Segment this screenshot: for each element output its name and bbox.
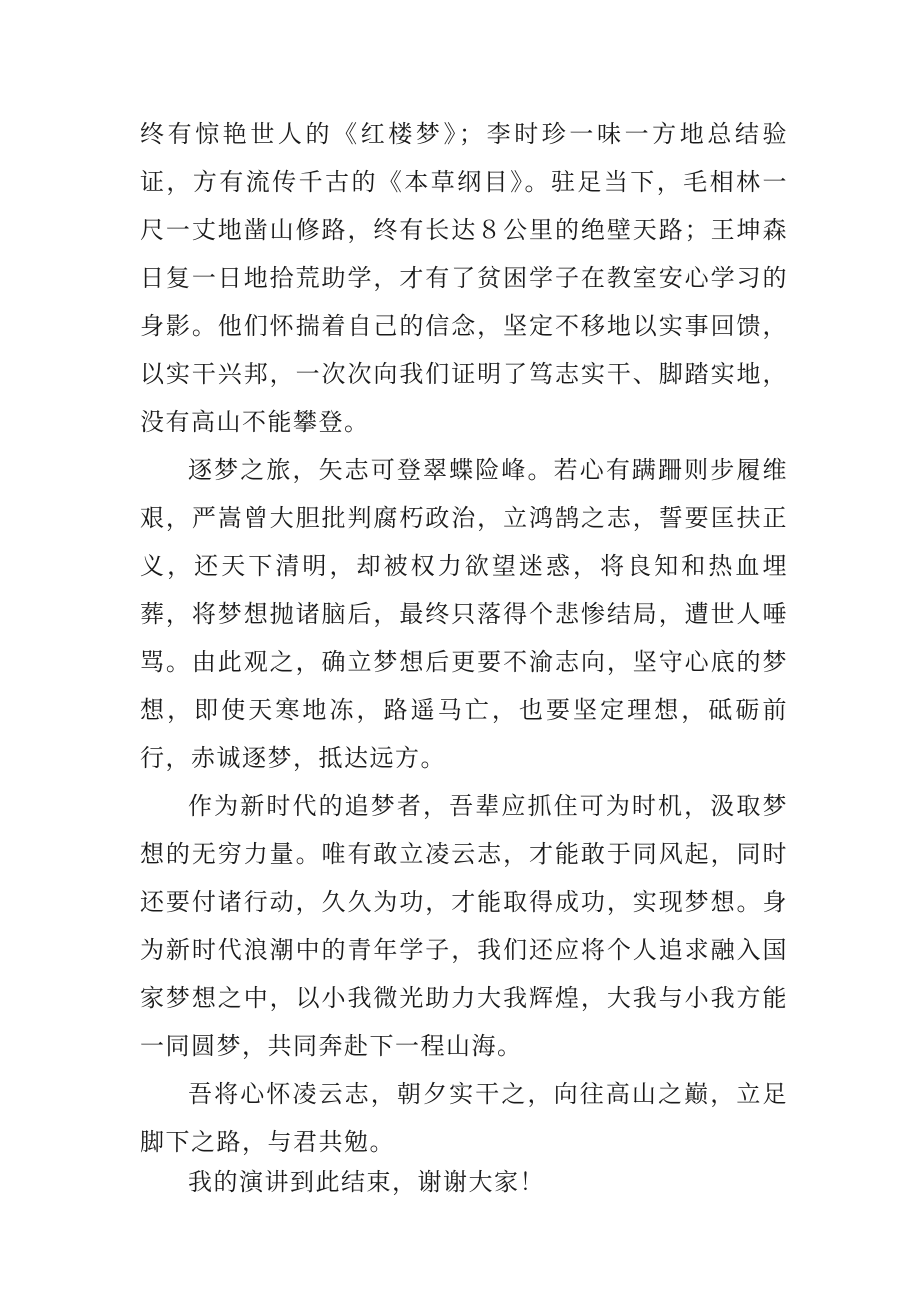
paragraph-4: 吾将心怀凌云志，朝夕实干之，向往高山之巅，立足脚下之路，与君共勉。 <box>140 1080 788 1156</box>
paragraph-2: 逐梦之旅，矢志可登翠蝶险峰。若心有蹒跚则步履维艰，严嵩曾大胆批判腐朽政治，立鸿鹄之志，誓要匡扶正义，还天下清明，却被权力欲望迷惑，将良知和热血埋葬，将梦想抛诸脑后，最终只落得个悲惨结局，遭世人唾骂。由此观之，确立梦想后更要不渝志向，坚守心底的梦想，即使天寒地冻，路遥马亡，也要坚定理想，砥砺前行，赤诚逐梦，抵达远方。 <box>140 456 788 772</box>
closing-line: 我的演讲到此结束，谢谢大家！ <box>188 1168 545 1196</box>
speech-text-body <box>140 110 788 1200</box>
paragraph-1: 终有惊艳世人的《红楼梦》；李时珍一味一方地总结验证，方有流传千古的《本草纲目》。驻足当下，毛相林一尺一丈地凿山修路，终有长达８公里的绝壁天路；王坤森日复一日地拾荒助学，才有了贫困学子在教室安心学习的身影。他们怀揣着自己的信念，坚定不移地以实事回馈，以实干兴邦，一次次向我们证明了笃志实干、脚踏实地，没有高山不能攀登。 <box>140 120 788 436</box>
paragraph-3: 作为新时代的追梦者，吾辈应抓住可为时机，汲取梦想的无穷力量。唯有敢立凌云志，才能敢于同风起，同时还要付诸行动，久久为功，才能取得成功，实现梦想。身为新时代浪潮中的青年学子，我们还应将个人追求融入国家梦想之中，以小我微光助力大我辉煌，大我与小我方能一同圆梦，共同奔赴下一程山海。 <box>140 792 788 1060</box>
